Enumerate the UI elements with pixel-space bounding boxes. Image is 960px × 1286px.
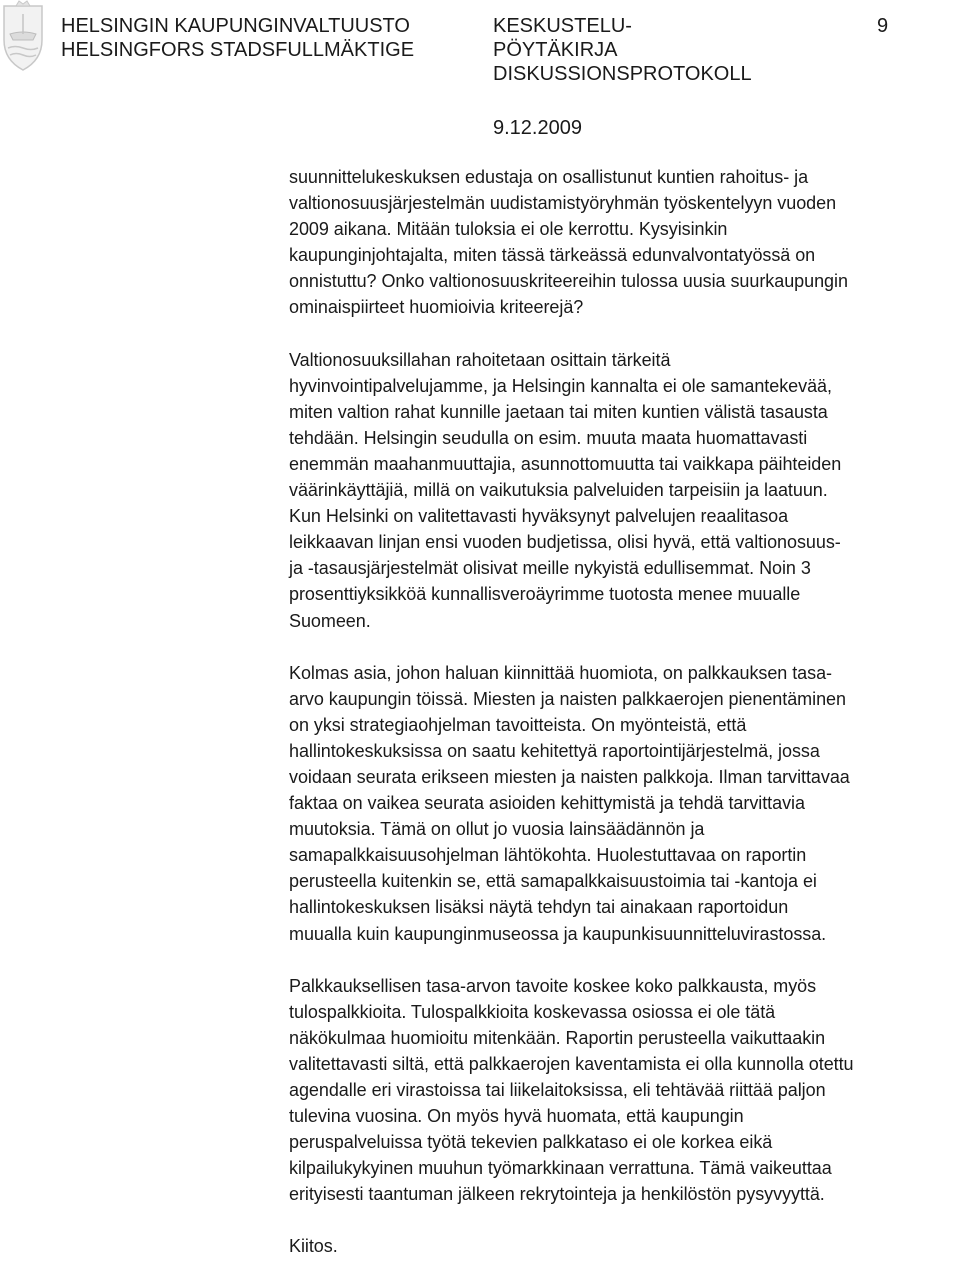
paragraph-line: hyvinvointipalvelujamme, ja Helsingin kannalta ei ole samantekevää,: [289, 375, 832, 396]
paragraph: [289, 973, 957, 1208]
paragraph-line: agendalle eri virastoissa tai liikelaitoksissa, eli tehtävää riittää paljon: [289, 1080, 826, 1100]
paragraph-line: väärinkäyttäjiä, millä on vaikutuksia palveluiden tarpeisiin ja laatuun.: [289, 480, 828, 501]
paragraph-line: Kun Helsinki on valitettavasti hyväksynyt palvelujen reaalitasoa: [289, 506, 789, 527]
document-type-line-3: DISKUSSIONSPROTOKOLL: [493, 63, 752, 85]
document-type-line-2: PÖYTÄKIRJA: [493, 39, 618, 61]
paragraph-line: suunnittelukeskuksen edustaja on osallistunut kuntien rahoitus- ja: [289, 167, 809, 187]
paragraph-line: tehdään. Helsingin seudulla on esim. muuta maata huomattavasti: [289, 427, 808, 448]
paragraph-line: 2009 aikana. Mitään tuloksia ei ole kerrottu. Kysyisinkin: [289, 219, 728, 240]
document-date: 9.12.2009: [493, 117, 582, 139]
paragraph-line: valtionosuusjärjestelmän uudistamistyöryhmän työskentelyyn vuoden: [289, 193, 837, 214]
organization-name: [61, 14, 414, 62]
paragraph-line: miten valtion rahat kunnille jaetaan tai miten kuntien välistä tasausta: [289, 401, 828, 422]
paragraph-line: on yksi strategiaohjelman tavoitteista. On myönteistä, että: [289, 714, 747, 735]
paragraph-line: tulospalkkioita. Tulospalkkioita koskevassa osiossa ei ole tätä: [289, 1001, 776, 1022]
paragraph-line: hallintokeskuksissa on saatu kehitettyä raportointijärjestelmä, jossa: [289, 740, 820, 761]
paragraph-line: leikkaavan linjan ensi vuoden budjetissa, olisi hyvä, että valtionosuus-: [289, 532, 841, 553]
paragraph-line: samapalkkaisuusohjelman lähtökohta. Huolestuttavaa on raportin: [289, 845, 807, 866]
paragraph-line: tulevina vuosina. On myös hyvä huomata, että kaupungin: [289, 1106, 744, 1127]
paragraph-line: ja -tasausjärjestelmät olisivat meille nykyistä edullisemmat. Noin 3: [289, 558, 811, 579]
document-body: [289, 164, 957, 1286]
paragraph-line: kilpailukykyinen muuhun työmarkkinaan verrattuna. Tämä vaikeuttaa: [289, 1158, 832, 1179]
paragraph-line: erityisesti taantuman jälkeen rekrytointeja ja henkilöstön pysyvyyttä.: [289, 1184, 825, 1205]
paragraph-line: Kiitos.: [289, 1236, 338, 1257]
paragraph: [289, 347, 957, 634]
helsinki-crest-icon: [0, 0, 46, 72]
paragraph-line: arvo kaupungin töissä. Miesten ja naisten palkkaerojen pienentäminen: [289, 688, 846, 709]
paragraph-line: kaupunginjohtajalta, miten tässä tärkeässä edunvalvontatyössä on: [289, 245, 816, 266]
document-type-line-1: KESKUSTELU-: [493, 15, 632, 37]
paragraph-line: perusteella kuitenkin se, että samapalkkaisuustoimia tai -kantoja ei: [289, 871, 817, 892]
page-number: 9: [877, 15, 889, 37]
paragraph-line: valitettavasti siltä, että palkkaerojen kaventamista ei olla kunnolla otettu: [289, 1053, 854, 1074]
paragraph-line: Palkkauksellisen tasa-arvon tavoite koskee koko palkkausta, myös: [289, 975, 817, 996]
paragraph-line: muutoksia. Tämä on ollut jo vuosia lainsäädännön ja: [289, 819, 705, 840]
paragraph-line: onnistuttu? Onko valtionosuuskriteereihin tulossa uusia suurkaupungin: [289, 271, 848, 292]
organization-name-swedish: HELSINGFORS STADSFULLMÄKTIGE: [61, 39, 415, 61]
paragraph-line: Kolmas asia, johon haluan kiinnittää huomiota, on palkkauksen tasa-: [289, 662, 832, 683]
paragraph-line: hallintokeskuksen lisäksi näytä tehdyn tai ainakaan raportoidun: [289, 897, 789, 918]
paragraph-line: enemmän maahanmuuttajia, asunnottomuutta tai vaikkapa päihteiden: [289, 453, 842, 474]
paragraph-line: voidaan seurata erikseen miesten ja naisten palkkoja. Ilman tarvittavaa: [289, 766, 850, 787]
paragraph-line: Suomeen.: [289, 610, 371, 631]
paragraph-line: peruspalveluissa työtä tekevien palkkataso ei ole korkea eikä: [289, 1132, 773, 1153]
paragraph-line: näkökulmaa huomioitu mitenkään. Raportin perusteella vaikuttaakin: [289, 1027, 826, 1048]
paragraph-line: ominaispiirteet huomioivia kriteerejä?: [289, 297, 584, 318]
document-type: [493, 14, 752, 86]
paragraph-line: Valtionosuuksillahan rahoitetaan osittain tärkeitä: [289, 349, 671, 370]
paragraph-line: faktaa on vaikea seurata asioiden kehittymistä ja tehdä tarvittavia: [289, 793, 805, 814]
organization-name-finnish: HELSINGIN KAUPUNGINVALTUUSTO: [61, 15, 410, 37]
paragraph: [289, 660, 957, 947]
paragraph-line: prosenttiyksikköä kunnallisveroäyrimme tuotosta menee muualle: [289, 584, 801, 605]
paragraph: [289, 1233, 957, 1259]
paragraph: [289, 164, 957, 321]
paragraph-line: muualla kuin kaupunginmuseossa ja kaupunkisuunnitteluvirastossa.: [289, 923, 827, 944]
